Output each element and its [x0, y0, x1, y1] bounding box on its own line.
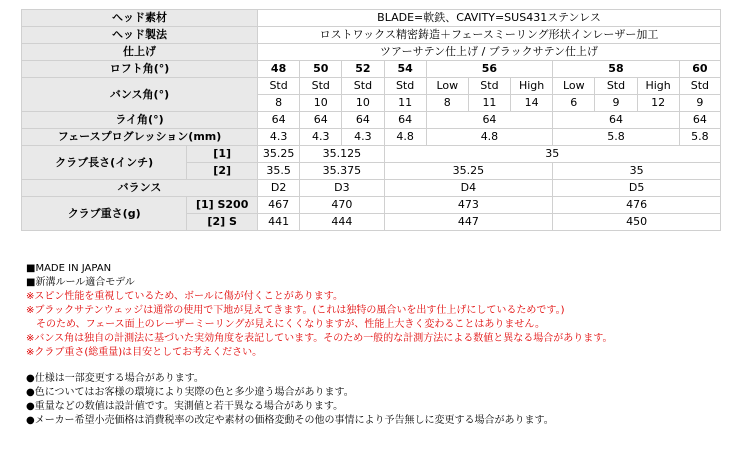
- club-length-sub: [1]: [187, 146, 258, 163]
- bounce-grind: High: [637, 78, 679, 95]
- club-length-value: 35.125: [300, 146, 384, 163]
- bounce-grind: Std: [342, 78, 384, 95]
- club-length-value: 35.25: [258, 146, 300, 163]
- club-length-value: 35.5: [258, 163, 300, 180]
- caution-note: ※ブラックサテンウェッジは通常の使用で下地が見えてきます。(これは独特の風合いを出す仕上げにしているためです。): [26, 305, 565, 316]
- head-method-row: [22, 27, 721, 44]
- caution-note: そのため、フェース面上のレーザーミーリングが見えにくくなりますが、性能上大きく変わることはありません。: [26, 319, 545, 330]
- bounce-grind: Std: [300, 78, 342, 95]
- bullet-note: ●仕様は一部変更する場合があります。: [26, 373, 204, 384]
- face-progression-value: 5.8: [679, 129, 720, 146]
- rule-note: ■新溝ルール適合モデル: [26, 277, 135, 288]
- bounce-value: 12: [637, 95, 679, 112]
- lie-label: ライ角(°): [22, 112, 258, 129]
- balance-value: D5: [553, 180, 721, 197]
- lie-value: 64: [300, 112, 342, 129]
- club-length-label: クラブ長さ(インチ): [22, 146, 187, 180]
- club-weight-sub: [1] S200: [187, 197, 258, 214]
- club-length-value: 35: [384, 146, 720, 163]
- bounce-value: 8: [426, 95, 468, 112]
- club-weight-value: 470: [300, 197, 384, 214]
- lie-row: [22, 112, 721, 129]
- head-method-label: ヘッド製法: [22, 27, 258, 44]
- face-progression-row: [22, 129, 721, 146]
- club-weight-value: 441: [258, 214, 300, 231]
- bounce-grind: High: [511, 78, 553, 95]
- club-weight-value: 467: [258, 197, 300, 214]
- bounce-value: 9: [679, 95, 720, 112]
- head-method-value: ロストワックス精密鋳造＋フェースミーリング形状インレーザー加工: [258, 27, 721, 44]
- lie-value: 64: [342, 112, 384, 129]
- lie-value: 64: [679, 112, 720, 129]
- head-material-value: BLADE=軟鉄、CAVITY=SUS431ステンレス: [258, 10, 721, 27]
- face-progression-value: 4.8: [426, 129, 553, 146]
- loft-value: 50: [300, 61, 342, 78]
- club-weight-value: 444: [300, 214, 384, 231]
- notes-section: [26, 262, 612, 428]
- bounce-grind: Std: [679, 78, 720, 95]
- finish-value: ツアーサテン仕上げ / ブラックサテン仕上げ: [258, 44, 721, 61]
- loft-value: 54: [384, 61, 426, 78]
- caution-note: ※バンス角は独自の計測法に基づいた実効角度を表記しています。そのため一般的な計測方法による数値と異なる場合があります。: [26, 333, 613, 344]
- balance-value: D3: [300, 180, 384, 197]
- bounce-value: 6: [553, 95, 595, 112]
- bounce-grind: Std: [595, 78, 637, 95]
- made-in-note: ■MADE IN JAPAN: [26, 263, 112, 274]
- face-progression-value: 4.8: [384, 129, 426, 146]
- finish-label: 仕上げ: [22, 44, 258, 61]
- bounce-grind: Std: [384, 78, 426, 95]
- bounce-grind: Low: [553, 78, 595, 95]
- head-material-label: ヘッド素材: [22, 10, 258, 27]
- caution-note: ※クラブ重さ(総重量)は目安としてお考えください。: [26, 347, 263, 358]
- loft-value: 56: [426, 61, 553, 78]
- caution-note: ※スピン性能を重視しているため、ボールに傷が付くことがあります。: [26, 291, 343, 302]
- loft-value: 48: [258, 61, 300, 78]
- club-length-row-1: [22, 146, 721, 163]
- loft-value: 58: [553, 61, 680, 78]
- bounce-value: 9: [595, 95, 637, 112]
- balance-label: バランス: [22, 180, 258, 197]
- face-progression-value: 4.3: [258, 129, 300, 146]
- lie-value: 64: [426, 112, 553, 129]
- club-length-sub: [2]: [187, 163, 258, 180]
- bounce-value: 8: [258, 95, 300, 112]
- club-length-value: 35: [553, 163, 721, 180]
- bounce-grind: Std: [258, 78, 300, 95]
- loft-value: 60: [679, 61, 720, 78]
- club-length-value: 35.375: [300, 163, 384, 180]
- lie-value: 64: [258, 112, 300, 129]
- bounce-value: 14: [511, 95, 553, 112]
- notes-spacer: [26, 360, 612, 372]
- loft-row: [22, 61, 721, 78]
- face-progression-value: 5.8: [553, 129, 680, 146]
- loft-label: ロフト角(°): [22, 61, 258, 78]
- bounce-label: バンス角(°): [22, 78, 258, 112]
- bounce-grind: Std: [468, 78, 510, 95]
- lie-value: 64: [384, 112, 426, 129]
- bounce-value: 10: [300, 95, 342, 112]
- club-length-value: 35.25: [384, 163, 553, 180]
- balance-row: [22, 180, 721, 197]
- lie-value: 64: [553, 112, 680, 129]
- bullet-note: ●メーカー希望小売価格は消費税率の改定や素材の価格変動その他の事情により予告無しに変更する場合があります。: [26, 415, 554, 426]
- bounce-grind-row: [22, 78, 721, 95]
- face-progression-value: 4.3: [300, 129, 342, 146]
- club-weight-label: クラブ重さ(g): [22, 197, 187, 231]
- club-weight-value: 476: [553, 197, 721, 214]
- finish-row: [22, 44, 721, 61]
- bounce-value: 11: [384, 95, 426, 112]
- balance-value: D2: [258, 180, 300, 197]
- club-weight-sub: [2] S: [187, 214, 258, 231]
- club-weight-value: 447: [384, 214, 553, 231]
- head-material-row: [22, 10, 721, 27]
- face-progression-value: 4.3: [342, 129, 384, 146]
- spec-table: [21, 9, 721, 231]
- bounce-value: 10: [342, 95, 384, 112]
- bullet-note: ●色についてはお客様の環境により実際の色と多少違う場合があります。: [26, 387, 354, 398]
- bullet-note: ●重量などの数値は設計値です。実測値と若干異なる場合があります。: [26, 401, 344, 412]
- bounce-grind: Low: [426, 78, 468, 95]
- club-weight-row-1: [22, 197, 721, 214]
- face-progression-label: フェースプログレッション(mm): [22, 129, 258, 146]
- loft-value: 52: [342, 61, 384, 78]
- club-weight-value: 473: [384, 197, 553, 214]
- bounce-value: 11: [468, 95, 510, 112]
- balance-value: D4: [384, 180, 553, 197]
- club-weight-value: 450: [553, 214, 721, 231]
